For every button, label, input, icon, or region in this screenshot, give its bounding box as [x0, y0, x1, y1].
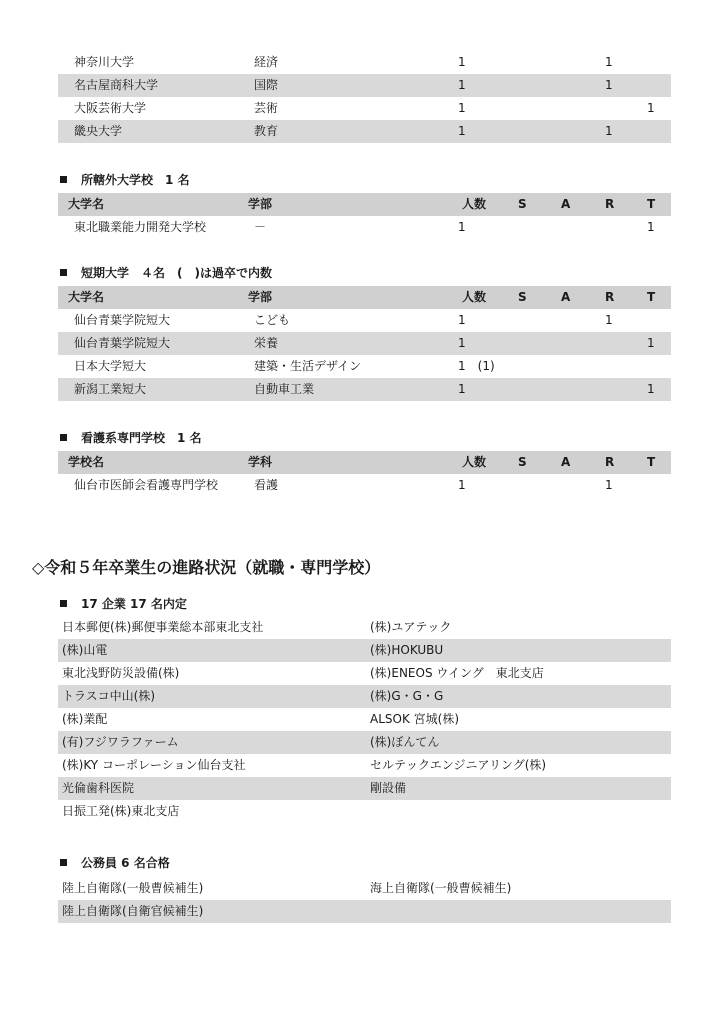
list-item — [58, 708, 671, 731]
employer-left: 陸上自衛隊(自衛官候補生) — [62, 904, 204, 918]
header-r: R — [605, 455, 615, 469]
r-count: 1 — [605, 78, 613, 92]
shokatsugai-table — [58, 193, 671, 239]
header-s: S — [518, 197, 527, 211]
header-count: 人数 — [462, 455, 487, 469]
table-row — [58, 216, 671, 239]
table-row — [58, 97, 671, 120]
company-left: トラスコ中山(株) — [62, 689, 156, 703]
employer-right: 海上自衛隊(一般曹候補生) — [370, 881, 512, 895]
count: 1 — [458, 478, 466, 492]
department: こども — [254, 313, 291, 327]
list-item — [58, 900, 671, 923]
square-bullet-icon — [60, 600, 67, 607]
table-row — [58, 355, 671, 378]
company-right: (株)ユアテック — [370, 620, 452, 634]
header-dept: 学部 — [248, 197, 273, 211]
table-header — [58, 193, 671, 216]
employer-left: 陸上自衛隊(一般曹候補生) — [62, 881, 204, 895]
department: 教育 — [254, 124, 279, 138]
list-item — [58, 616, 671, 639]
company-left: 日振工発(株)東北支店 — [62, 804, 180, 818]
department: 栄養 — [254, 336, 279, 350]
company-left: 光倫歯科医院 — [62, 781, 135, 795]
list-item — [58, 800, 671, 823]
top-university-table — [58, 51, 671, 143]
list-item — [58, 662, 671, 685]
department: 建築・生活デザイン — [254, 359, 362, 373]
header-t: T — [647, 455, 656, 469]
company-right: (株)HOKUBU — [370, 643, 444, 657]
count: 1 — [458, 55, 466, 69]
company-left: (株)業配 — [62, 712, 108, 726]
table-row — [58, 474, 671, 497]
header-name: 大学名 — [68, 197, 105, 211]
r-count: 1 — [605, 313, 613, 327]
company-left: (有)フジワラファーム — [62, 735, 179, 749]
header-dept: 学部 — [248, 290, 273, 304]
table-row — [58, 309, 671, 332]
header-a: A — [561, 455, 571, 469]
university-name: 神奈川大学 — [74, 55, 135, 69]
header-r: R — [605, 197, 615, 211]
university-name: 日本大学短大 — [74, 359, 147, 373]
square-bullet-icon — [60, 434, 67, 441]
section-title-shokatsugai: 所轄外大学校 1 名 — [60, 172, 190, 188]
university-name: 東北職業能力開発大学校 — [74, 220, 207, 234]
company-right: 剛設備 — [370, 781, 407, 795]
square-bullet-icon — [60, 269, 67, 276]
company-left: (株)山電 — [62, 643, 108, 657]
university-name: 新潟工業短大 — [74, 382, 147, 396]
university-name: 大阪芸術大学 — [74, 101, 147, 115]
list-item — [58, 685, 671, 708]
company-right: (株)ぼんてん — [370, 735, 440, 749]
count: 1 — [458, 101, 466, 115]
school-name: 仙台市医師会看護専門学校 — [74, 478, 219, 492]
count: 1 — [458, 313, 466, 327]
t-count: 1 — [647, 336, 655, 350]
department: 国際 — [254, 78, 279, 92]
count: 1 — [458, 220, 466, 234]
table-row — [58, 120, 671, 143]
company-list — [58, 616, 671, 823]
university-name: 名古屋商科大学 — [74, 78, 159, 92]
university-name: 畿央大学 — [74, 124, 123, 138]
header-name: 学校名 — [68, 455, 105, 469]
department: 自動車工業 — [254, 382, 315, 396]
department: 経済 — [254, 55, 279, 69]
t-count: 1 — [647, 220, 655, 234]
company-right: セルテックエンジニアリング(株) — [370, 758, 547, 772]
t-count: 1 — [647, 101, 655, 115]
list-item — [58, 731, 671, 754]
company-left: 日本郵便(株)郵便事業総本部東北支社 — [62, 620, 264, 634]
section-title-tanki: 短期大学 ４名 ( )は過卒で内数 — [60, 265, 272, 281]
table-row — [58, 332, 671, 355]
page-heading: ◇令和５年卒業生の進路状況（就職・専門学校） — [32, 558, 381, 577]
table-row — [58, 74, 671, 97]
company-right: (株)ENEOS ウイング 東北支店 — [370, 666, 544, 680]
count: 1 — [458, 124, 466, 138]
square-bullet-icon — [60, 176, 67, 183]
public-service-list — [58, 877, 671, 923]
company-right: ALSOK 宮城(株) — [370, 712, 460, 726]
university-name: 仙台青葉学院短大 — [74, 313, 171, 327]
section-title-kigyo: 17 企業 17 名内定 — [60, 596, 187, 612]
table-header — [58, 286, 671, 309]
header-t: T — [647, 290, 656, 304]
header-s: S — [518, 290, 527, 304]
header-a: A — [561, 197, 571, 211]
list-item — [58, 877, 671, 900]
table-row — [58, 51, 671, 74]
list-item — [58, 754, 671, 777]
header-count: 人数 — [462, 197, 487, 211]
header-r: R — [605, 290, 615, 304]
section-title-koumuin: 公務員 6 名合格 — [60, 855, 170, 871]
count: 1 — [458, 336, 466, 350]
square-bullet-icon — [60, 859, 67, 866]
count: 1 — [458, 78, 466, 92]
table-row — [58, 378, 671, 401]
count: 1 — [458, 382, 466, 396]
header-count: 人数 — [462, 290, 487, 304]
company-right: (株)G・G・G — [370, 689, 444, 703]
count: 1 (1) — [458, 359, 495, 373]
list-item — [58, 639, 671, 662]
university-name: 仙台青葉学院短大 — [74, 336, 171, 350]
company-left: 東北浅野防災設備(株) — [62, 666, 180, 680]
header-name: 大学名 — [68, 290, 105, 304]
tanki-table — [58, 286, 671, 401]
header-t: T — [647, 197, 656, 211]
header-a: A — [561, 290, 571, 304]
section-title-kango: 看護系専門学校 1 名 — [60, 430, 202, 446]
kango-table — [58, 451, 671, 497]
r-count: 1 — [605, 478, 613, 492]
header-s: S — [518, 455, 527, 469]
t-count: 1 — [647, 382, 655, 396]
r-count: 1 — [605, 124, 613, 138]
department: 看護 — [254, 478, 279, 492]
table-header — [58, 451, 671, 474]
department: 芸術 — [254, 101, 279, 115]
list-item — [58, 777, 671, 800]
company-left: (株)KY コーポレーション仙台支社 — [62, 758, 246, 772]
header-dept: 学科 — [248, 455, 273, 469]
department: － — [254, 220, 267, 234]
r-count: 1 — [605, 55, 613, 69]
